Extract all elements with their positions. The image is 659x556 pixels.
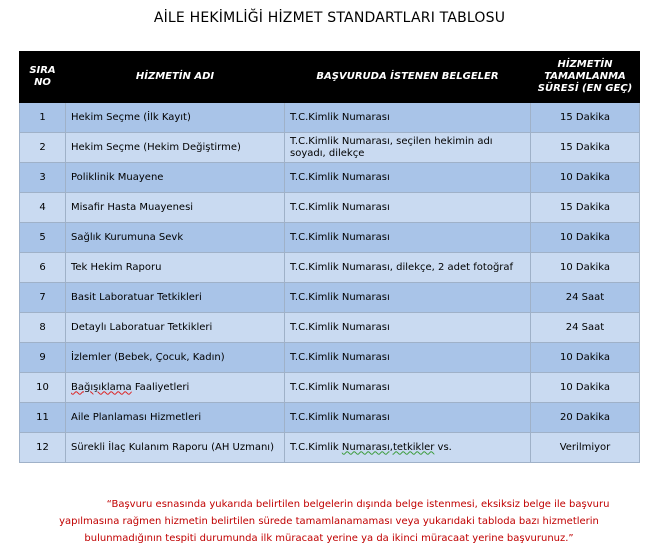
row-number: 12	[20, 433, 66, 463]
service-name: Sürekli İlaç Kulanım Raporu (AH Uzmanı)	[66, 433, 285, 463]
row-number: 4	[20, 193, 66, 223]
table-row	[20, 373, 640, 403]
completion-time: 24 Saat	[531, 313, 640, 343]
completion-time: 10 Dakika	[531, 373, 640, 403]
completion-time: 20 Dakika	[531, 403, 640, 433]
note-line-2: yapılmasına rağmen hizmetin belirtilen sürede tamamlanamaması veya yukarıdaki tabloda bazı hizmetlerin	[59, 516, 599, 527]
documents-prefix: T.C.Kimlik	[290, 441, 342, 453]
required-documents: T.C.Kimlik Numarası	[285, 283, 531, 313]
spellcheck-phrase: Numarası,tetkikler	[341, 441, 435, 453]
note-line-3: bulunmadığının tespiti durumunda ilk müracaat yerine ya da ikinci müracaat yerine başvurunuz.”	[84, 533, 574, 544]
required-documents: T.C.Kimlik Numarası	[285, 373, 531, 403]
required-documents: T.C.Kimlik Numarası	[285, 193, 531, 223]
service-name: Sağlık Kurumuna Sevk	[66, 223, 285, 253]
row-number: 3	[20, 163, 66, 193]
table-row	[20, 223, 640, 253]
completion-time: 15 Dakika	[531, 133, 640, 163]
required-documents: T.C.Kimlik Numarası	[285, 403, 531, 433]
complaint-note	[19, 496, 639, 547]
table-row	[20, 403, 640, 433]
required-documents: T.C.Kimlik Numarası	[285, 223, 531, 253]
row-number: 5	[20, 223, 66, 253]
table-row	[20, 253, 640, 283]
service-name: Tek Hekim Raporu	[66, 253, 285, 283]
table-row	[20, 103, 640, 133]
row-number: 8	[20, 313, 66, 343]
row-number: 1	[20, 103, 66, 133]
service-name: İzlemler (Bebek, Çocuk, Kadın)	[66, 343, 285, 373]
header-sira-no: SIRA NO	[20, 52, 66, 103]
header-hizmetin-adi: HİZMETİN ADI	[66, 52, 285, 103]
completion-time: 10 Dakika	[531, 253, 640, 283]
note-line-1: “Başvuru esnasında yukarıda belirtilen belgelerin dışında belge istenmesi, eksiksiz belge ile başvuru	[106, 499, 610, 510]
completion-time: 10 Dakika	[531, 223, 640, 253]
completion-time: 10 Dakika	[531, 343, 640, 373]
header-tamamlanma-suresi: HİZMETİN TAMAMLANMA SÜRESİ (EN GEÇ)	[531, 52, 640, 103]
documents-suffix: vs.	[434, 441, 452, 453]
row-number: 9	[20, 343, 66, 373]
service-name: Hekim Seçme (Hekim Değiştirme)	[66, 133, 285, 163]
completion-time: 24 Saat	[531, 283, 640, 313]
required-documents	[285, 433, 531, 463]
completion-time: 15 Dakika	[531, 193, 640, 223]
required-documents: T.C.Kimlik Numarası, dilekçe, 2 adet fotoğraf	[285, 253, 531, 283]
row-number: 10	[20, 373, 66, 403]
service-name: Hekim Seçme (İlk Kayıt)	[66, 103, 285, 133]
service-standards-table	[19, 51, 640, 463]
row-number: 2	[20, 133, 66, 163]
required-documents: T.C.Kimlik Numarası	[285, 163, 531, 193]
table-row	[20, 433, 640, 463]
completion-time: 10 Dakika	[531, 163, 640, 193]
page-title: AİLE HEKİMLİĞİ HİZMET STANDARTLARI TABLOSU	[153, 10, 506, 26]
completion-time: Verilmiyor	[531, 433, 640, 463]
service-name: Aile Planlaması Hizmetleri	[66, 403, 285, 433]
required-documents: T.C.Kimlik Numarası	[285, 103, 531, 133]
service-name: Misafir Hasta Muayenesi	[66, 193, 285, 223]
table-row	[20, 283, 640, 313]
row-number: 6	[20, 253, 66, 283]
table-row	[20, 133, 640, 163]
service-name: Poliklinik Muayene	[66, 163, 285, 193]
row-number: 7	[20, 283, 66, 313]
table-row	[20, 193, 640, 223]
required-documents: T.C.Kimlik Numarası, seçilen hekimin adı soyadı, dilekçe	[285, 133, 531, 163]
table-row	[20, 313, 640, 343]
service-name-rest: Faaliyetleri	[131, 381, 190, 393]
required-documents: T.C.Kimlik Numarası	[285, 343, 531, 373]
spellcheck-word: Bağışıklama	[71, 381, 132, 393]
service-name: Detaylı Laboratuar Tetkikleri	[66, 313, 285, 343]
service-name	[66, 373, 285, 403]
table-row	[20, 343, 640, 373]
service-name: Basit Laboratuar Tetkikleri	[66, 283, 285, 313]
table-header-row	[20, 52, 640, 103]
header-basvuruda-istenen-belgeler: BAŞVURUDA İSTENEN BELGELER	[285, 52, 531, 103]
row-number: 11	[20, 403, 66, 433]
completion-time: 15 Dakika	[531, 103, 640, 133]
required-documents: T.C.Kimlik Numarası	[285, 313, 531, 343]
table-row	[20, 163, 640, 193]
